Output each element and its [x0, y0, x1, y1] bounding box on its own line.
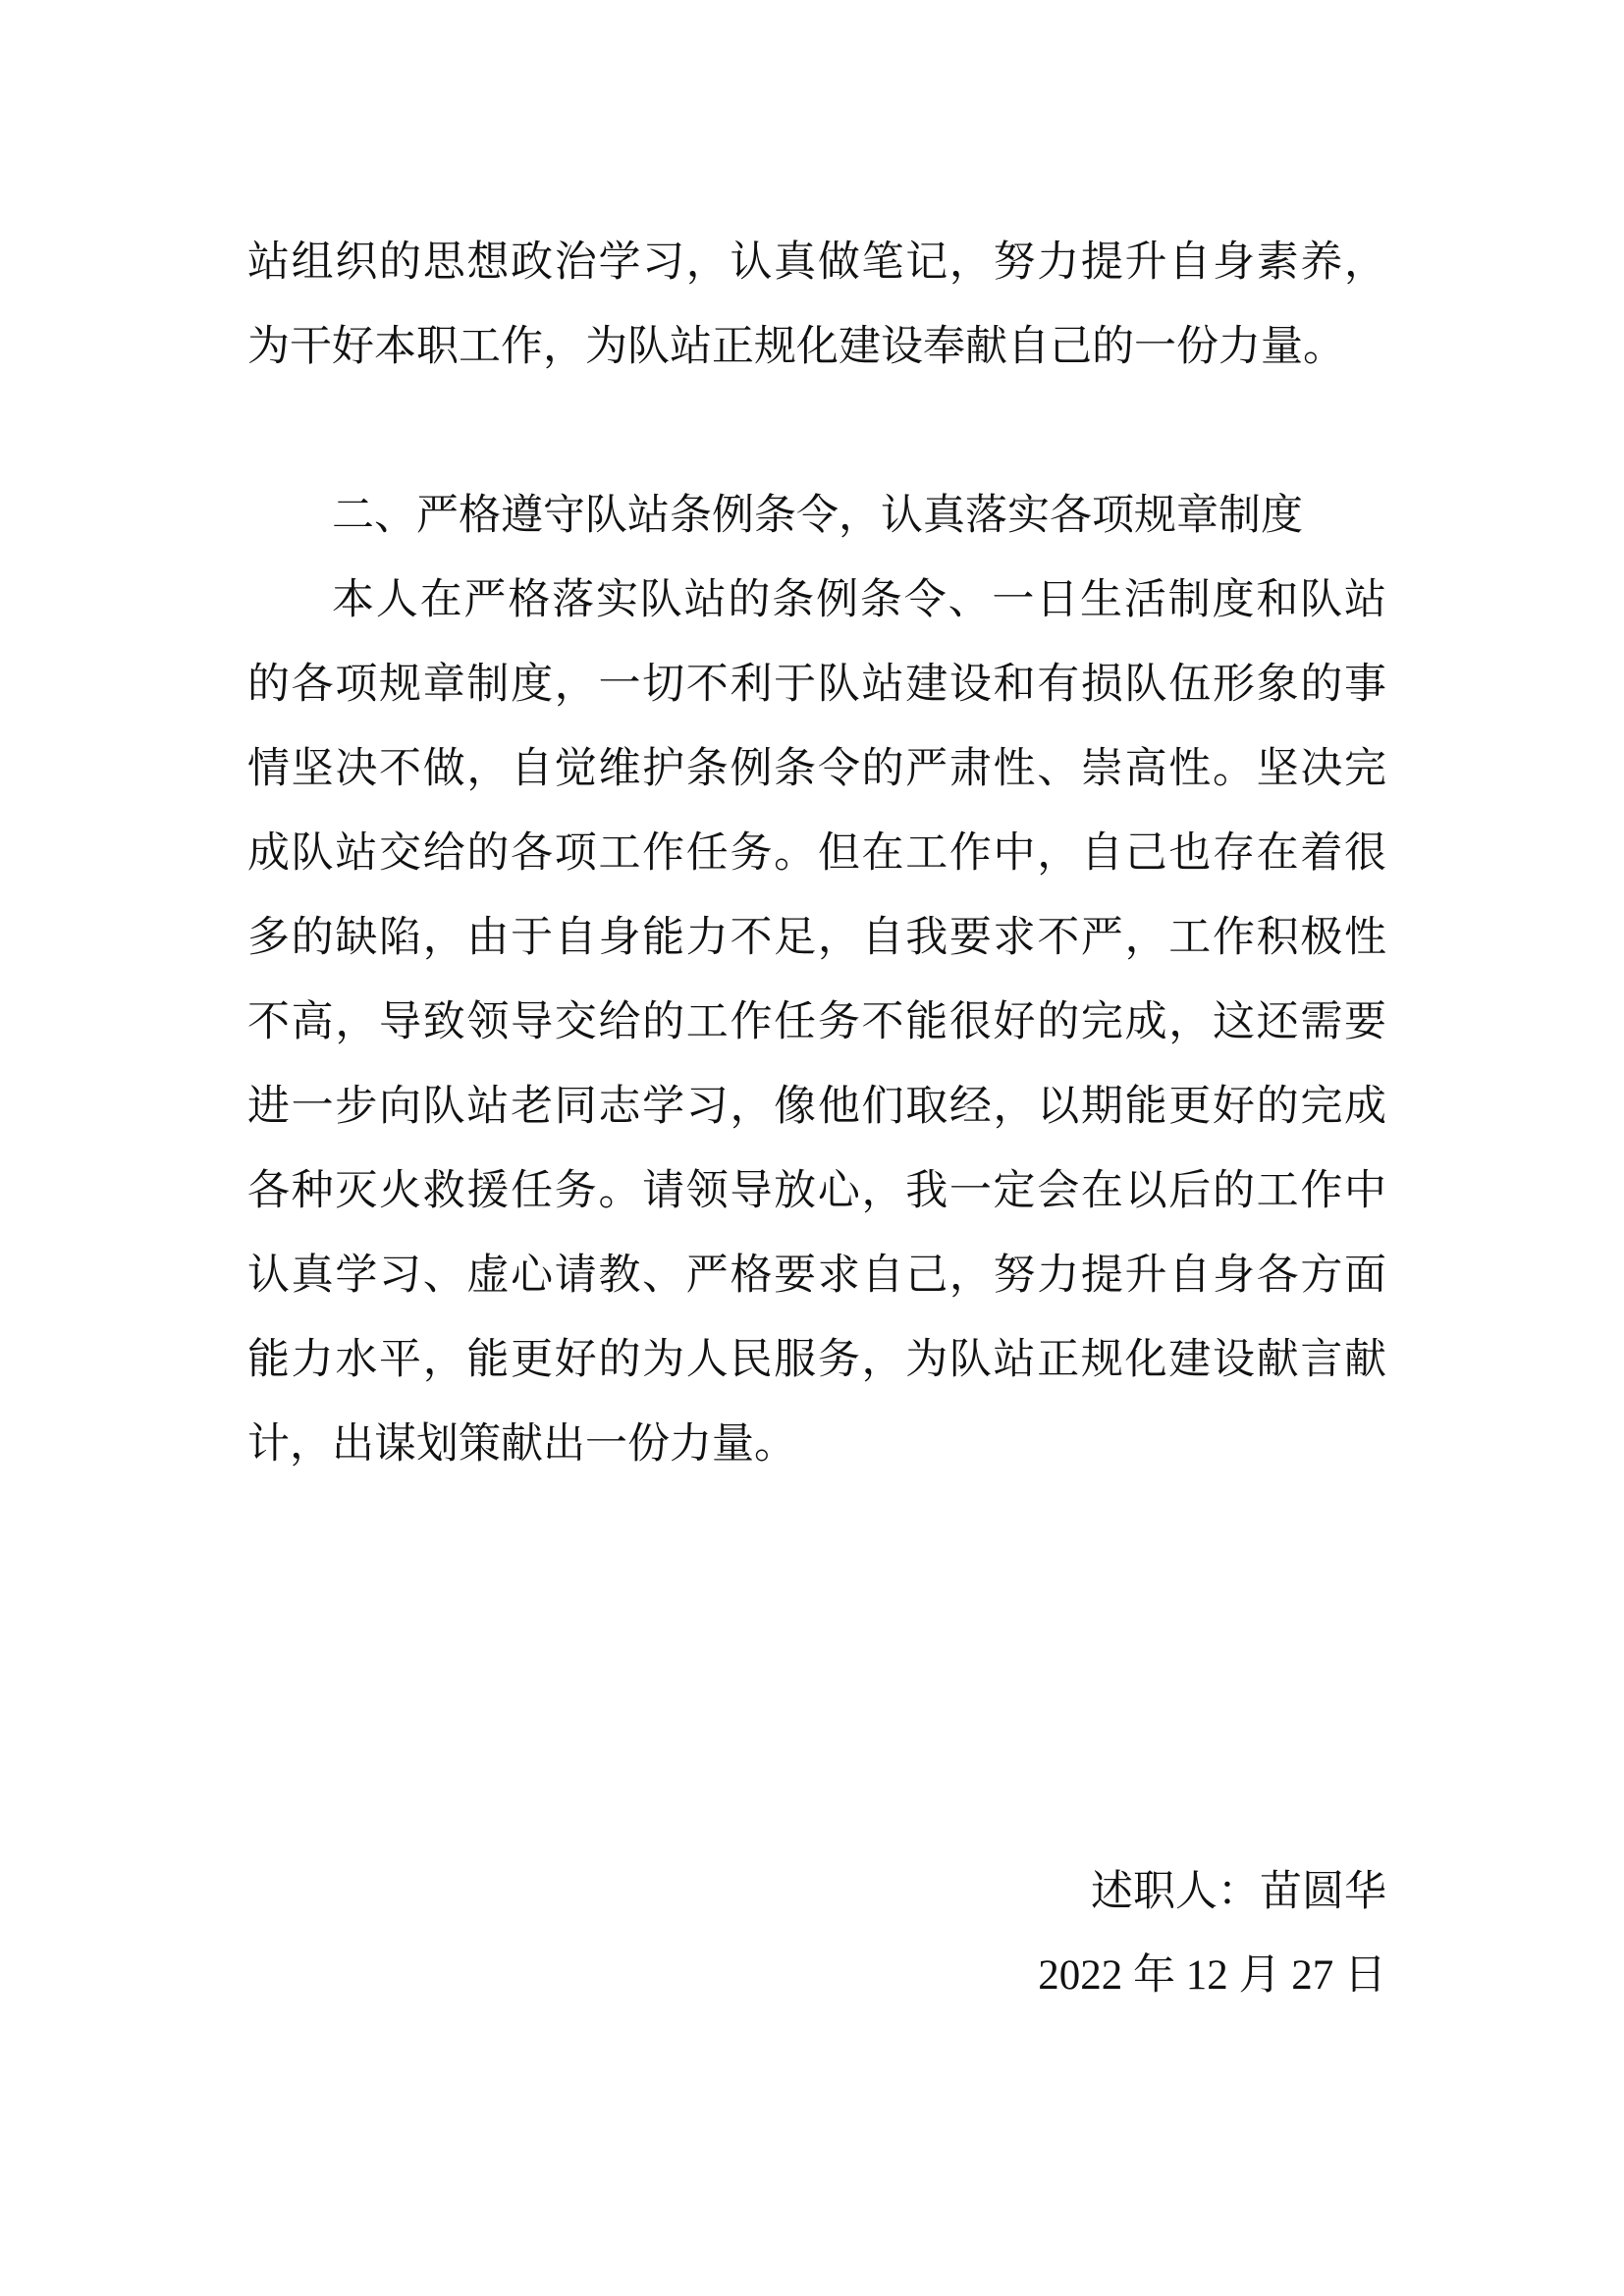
paragraph-continued: 站组织的思想政治学习，认真做笔记，努力提升自身素养，为干好本职工作，为队站正规化建设奉献自己的一份力量。 [247, 238, 1386, 371]
paragraph-section-body: 本人在严格落实队站的条例条令、一日生活制度和队站的各项规章制度，一切不利于队站建设和有损队伍形象的事情坚决不做，自觉维护条例条令的严肃性、崇高性。坚决完成队站交给的各项工作任务。但在工作中，自己也存在着很多的缺陷，由于自身能力不足，自我要求不严，工作积极性不高，导致领导交给的工作任务不能很好的完成，这还需要进一步向队站老同志学习，像他们取经，以期能更好的完成各种灭火救援任务。请领导放心，我一定会在以后的工作中认真学习、虚心请教、严格要求自己，努力提升自身各方面能力水平，能更好的为人民服务，为队站正规化建设献言献计，出谋划策献出一份力量。 [247, 575, 1386, 1468]
signature-name: 述职人：苗圆华 [1091, 1867, 1386, 1916]
signature-date: 2022 年 12 月 27 日 [1038, 1952, 1386, 1999]
section-heading: 二、严格遵守队站条例条令，认真落实各项规章制度 [332, 491, 1303, 540]
